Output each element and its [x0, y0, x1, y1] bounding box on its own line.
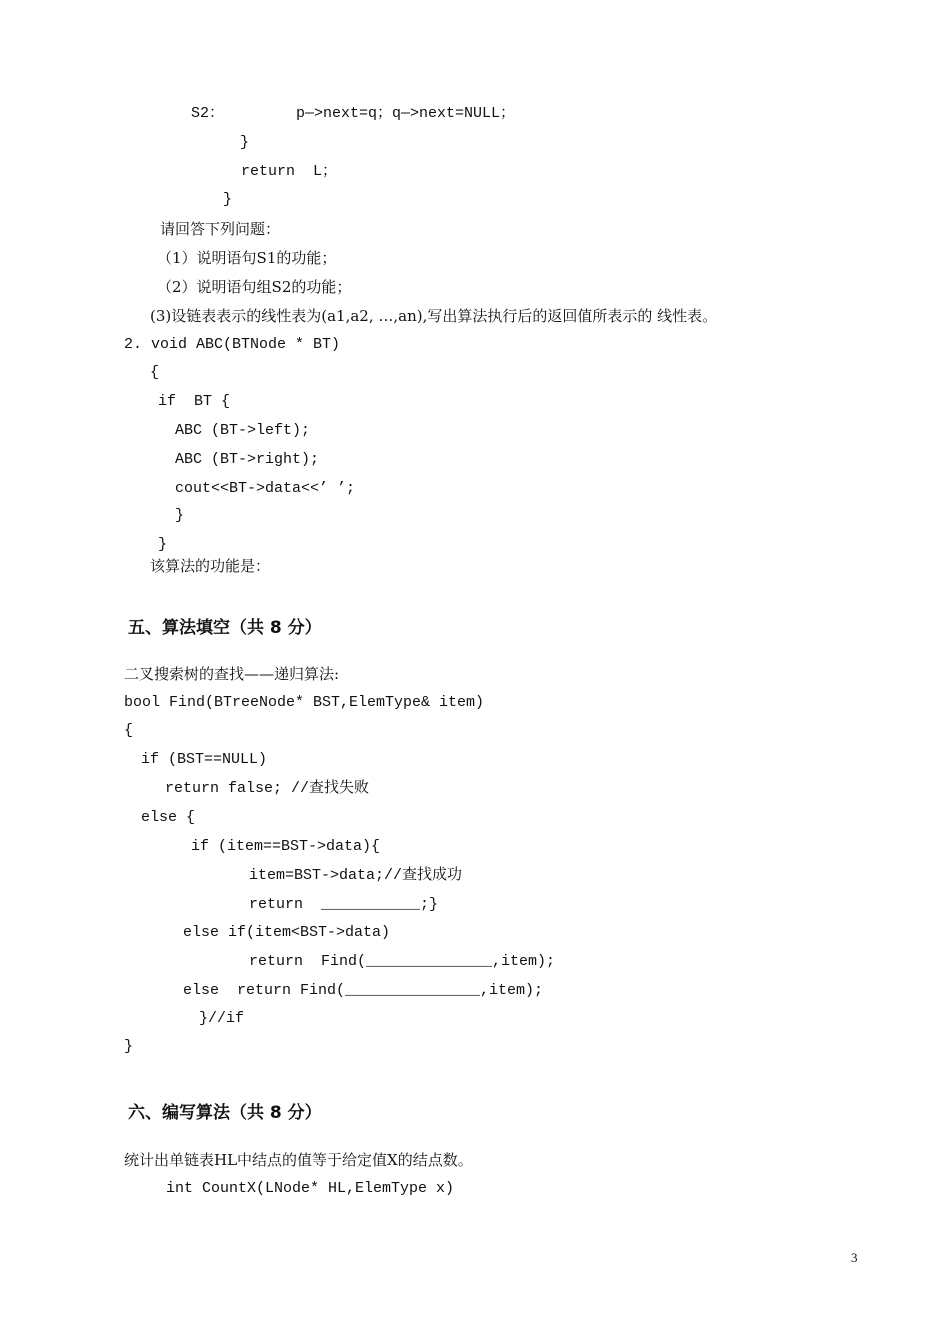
- code-abc-right: ABC (BT->right);: [175, 451, 320, 468]
- code-find-endif: }//if: [199, 1010, 245, 1027]
- code-find-return-blank: return ___________;}: [249, 896, 439, 913]
- code-find-else-return: else return Find(_______________,item);: [183, 982, 544, 999]
- code-abc-open: {: [150, 364, 160, 381]
- code-countx-signature: int CountX(LNode* HL,ElemType x): [166, 1180, 455, 1197]
- code-find-return-find-left: return Find(______________,item);: [249, 953, 556, 970]
- code-brace-outer: }: [223, 191, 233, 208]
- code-abc-left: ABC (BT->left);: [175, 422, 311, 439]
- code-brace-inner: }: [240, 134, 250, 151]
- page-number: 3: [851, 1250, 858, 1265]
- section6-description: 统计出单链表HL中结点的值等于给定值X的结点数。: [124, 1151, 473, 1169]
- section6-heading: 六、编写算法（共 8 分）: [128, 1103, 322, 1123]
- code-abc-close-outer: }: [158, 536, 168, 553]
- code-find-assign: item=BST->data;//查找成功: [249, 867, 463, 884]
- section5-heading: 五、算法填空（共 8 分）: [128, 618, 322, 638]
- abc-question: 该算法的功能是：: [150, 557, 271, 575]
- code-find-close: }: [124, 1038, 134, 1055]
- code-find-return-false: return false; //查找失败: [165, 780, 370, 797]
- code-return-l: return L；: [241, 163, 338, 180]
- question-3: (3)设链表表示的线性表为(a1,a2, …,an),写出算法执行后的返回值所表示的 线性表。: [150, 307, 718, 325]
- code-abc-if: if BT {: [158, 393, 231, 410]
- code-find-open: {: [124, 722, 134, 739]
- code-abc-header: 2. void ABC(BTNode * BT): [124, 336, 341, 353]
- question-prompt: 请回答下列问题：: [160, 220, 281, 238]
- code-find-else: else {: [141, 809, 196, 826]
- section5-description: 二叉搜索树的查找——递归算法:: [124, 665, 340, 683]
- code-abc-cout: cout<<BT->data<<’ ’;: [175, 480, 356, 497]
- code-find-signature: bool Find(BTreeNode* BST,ElemType& item): [124, 694, 485, 711]
- question-2: （2）说明语句组S2的功能；: [157, 278, 352, 296]
- code-find-if-null: if (BST==NULL): [141, 751, 268, 768]
- question-1: （1）说明语句S1的功能；: [157, 249, 337, 267]
- code-find-if-equal: if (item==BST->data){: [191, 838, 381, 855]
- code-abc-close-inner: }: [175, 507, 185, 524]
- code-line-s2: S2： p—>next=q；q—>next=NULL；: [191, 105, 516, 122]
- code-find-else-if: else if(item<BST->data): [183, 924, 391, 941]
